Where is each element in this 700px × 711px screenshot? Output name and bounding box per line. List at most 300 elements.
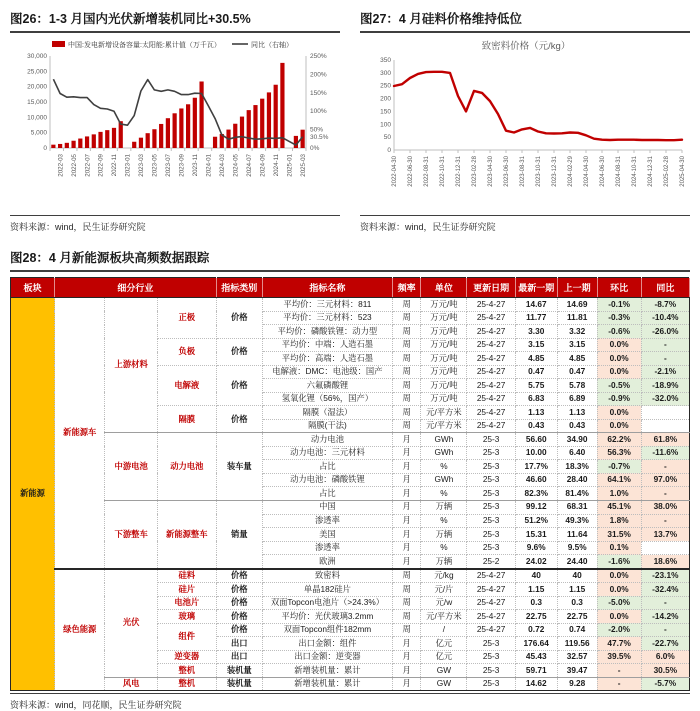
indicator-name-cell: 动力电池：三元材料 [262,446,392,460]
yoy-change-cell: -5.7% [641,677,689,691]
x-axis-tick-label: 2023-10-31 [536,156,543,187]
x-axis-tick-label: 2023-03 [138,154,146,177]
previous-value-cell: 18.3% [557,460,597,474]
mom-change-cell: 0.0% [597,365,641,379]
sub-segment-cell: 动力电池 [157,433,216,501]
pv-installation-chart [10,36,340,208]
table-row [11,569,690,583]
update-date-cell: 25-4-27 [467,298,515,312]
yoy-change-cell [641,419,689,433]
update-date-cell: 25-3 [467,514,515,528]
indicator-name-cell: 致密料 [262,569,392,583]
yoy-change-cell: -26.0% [641,325,689,339]
yoy-change-cell: 18.6% [641,555,689,569]
x-axis-tick-label: 2025-01 [286,154,294,177]
frequency-cell: 月 [392,446,420,460]
update-date-cell: 25-3 [467,637,515,651]
bar [173,113,177,148]
x-axis-tick-label: 2023-02-28 [472,156,479,187]
unit-cell: 亿元 [421,637,467,651]
column-header: 环比 [597,278,641,298]
bar [78,139,82,148]
high-frequency-data-table [10,277,690,691]
mom-change-cell: 0.1% [597,541,641,555]
frequency-cell: 周 [392,623,420,637]
yoy-change-cell: - [641,623,689,637]
sub-segment-cell: 逆变器 [157,650,216,664]
yoy-change-cell: - [641,460,689,474]
sub-segment-cell: 电解液 [157,365,216,406]
unit-cell: 元/w [421,596,467,610]
mom-change-cell: 0.0% [597,406,641,420]
mom-change-cell: -0.1% [597,298,641,312]
y-axis-tick: 100 [380,121,391,129]
indicator-name-cell: 渗透率 [262,541,392,555]
previous-value-cell: 11.64 [557,528,597,542]
previous-value-cell: 9.28 [557,677,597,691]
previous-value-cell: 28.40 [557,473,597,487]
left-axis-tick: 30,000 [27,53,47,60]
latest-value-cell: 6.83 [515,392,557,406]
table-row [11,433,690,447]
mom-change-cell: -0.3% [597,311,641,325]
indicator-name-cell: 氢氧化锂（56%，国产） [262,392,392,406]
unit-cell: 万元/吨 [421,379,467,393]
yoy-change-cell: 61.8% [641,433,689,447]
yoy-change-cell: -18.9% [641,379,689,393]
latest-value-cell: 3.30 [515,325,557,339]
update-date-cell: 25-3 [467,650,515,664]
latest-value-cell: 5.75 [515,379,557,393]
latest-value-cell: 0.47 [515,365,557,379]
column-header: 上一期 [557,278,597,298]
x-axis-tick-label: 2024-05 [232,154,240,177]
yoy-change-cell: - [641,352,689,366]
bar [119,121,123,148]
update-date-cell: 25-4-27 [467,623,515,637]
yoy-change-cell: 13.7% [641,528,689,542]
latest-value-cell: 24.02 [515,555,557,569]
x-axis-tick-label: 2022-03 [57,154,65,177]
unit-cell: 万元/吨 [421,365,467,379]
previous-value-cell: 5.78 [557,379,597,393]
indicator-name-cell: 新增装机量：累计 [262,677,392,691]
bar [132,142,136,148]
update-date-cell: 25-4-27 [467,406,515,420]
latest-value-cell: 45.43 [515,650,557,664]
category-cell: 价格 [216,596,262,610]
sub-segment-cell: 整机 [157,677,216,691]
update-date-cell: 25-4-27 [467,419,515,433]
latest-value-cell: 99.12 [515,500,557,514]
y-axis-tick: 150 [380,108,391,116]
frequency-cell: 周 [392,610,420,624]
column-header: 同比 [641,278,689,298]
unit-cell: 元/平方米 [421,419,467,433]
chart-title: 致密料价格（元/kg） [481,41,571,52]
previous-value-cell: 1.15 [557,583,597,597]
frequency-cell: 周 [392,298,420,312]
yoy-change-cell: - [641,514,689,528]
x-axis-tick-label: 2024-01 [205,154,213,177]
yoy-change-cell: -8.7% [641,298,689,312]
previous-value-cell: 0.3 [557,596,597,610]
yoy-line [53,79,302,145]
figure-26-title: 图26：1-3 月国内光伏新增装机同比+30.5% [10,6,340,33]
yoy-change-cell: - [641,338,689,352]
x-axis-tick-label: 2024-07 [245,153,253,177]
x-axis-tick-label: 2022-07 [84,154,92,177]
x-axis-tick-label: 2022-10-31 [440,156,447,187]
x-axis-tick-label: 2025-02-28 [664,156,671,187]
mom-change-cell: -0.7% [597,460,641,474]
mom-change-cell: 39.5% [597,650,641,664]
latest-value-cell: 0.3 [515,596,557,610]
bar [51,145,55,148]
bar [71,141,75,148]
yoy-change-cell: -32.0% [641,392,689,406]
x-axis-tick-label: 2024-04-30 [584,156,591,187]
x-axis-tick-label: 2023-01 [124,154,132,177]
mom-change-cell: 1.8% [597,514,641,528]
mom-change-cell: -0.9% [597,392,641,406]
y-axis-tick: 350 [380,57,391,64]
latest-value-cell: 40 [515,569,557,583]
unit-cell: % [421,514,467,528]
bar [253,105,257,148]
mom-change-cell: 31.5% [597,528,641,542]
indicator-name-cell: 电解液：DMC：电池级：国产 [262,365,392,379]
price-line [394,72,682,140]
frequency-cell: 周 [392,596,420,610]
x-axis-tick-label: 2023-08-31 [520,156,527,187]
category-cell: 价格 [216,583,262,597]
bar [92,134,96,148]
yoy-change-cell: -10.4% [641,311,689,325]
indicator-name-cell: 隔膜（湿法） [262,406,392,420]
svg-text:中国:发电新增设备容量:太阳能:累计值（万千瓦）: 中国:发电新增设备容量:太阳能:累计值（万千瓦） [68,42,221,49]
frequency-cell: 周 [392,392,420,406]
yoy-change-cell: -14.2% [641,610,689,624]
frequency-cell: 月 [392,460,420,474]
bar [166,118,170,148]
yoy-change-cell: 38.0% [641,500,689,514]
sub-segment-cell: 整机 [157,664,216,678]
latest-value-cell: 14.62 [515,677,557,691]
update-date-cell: 25-3 [467,433,515,447]
yoy-change-cell: -32.4% [641,583,689,597]
update-date-cell: 25-3 [467,541,515,555]
update-date-cell: 25-3 [467,500,515,514]
unit-cell: GW [421,664,467,678]
frequency-cell: 周 [392,419,420,433]
polysilicon-price-chart [360,36,690,208]
latest-value-cell: 14.67 [515,298,557,312]
update-date-cell: 25-3 [467,473,515,487]
frequency-cell: 月 [392,514,420,528]
previous-value-cell: 68.31 [557,500,597,514]
left-axis-tick: 20,000 [27,83,47,91]
y-axis-tick: 250 [380,82,391,90]
indicator-name-cell: 出口金额：逆变器 [262,650,392,664]
legend [52,40,293,49]
bar-series [51,63,304,148]
previous-value-cell: 39.47 [557,664,597,678]
unit-cell: GWh [421,473,467,487]
frequency-cell: 周 [392,583,420,597]
x-axis-tick-label: 2023-09 [178,154,186,177]
bar [179,108,183,148]
frequency-cell: 周 [392,406,420,420]
yoy-change-cell: - [641,596,689,610]
bar [58,144,62,148]
indicator-name-cell: 出口金额：组件 [262,637,392,651]
frequency-cell: 月 [392,555,420,569]
mom-change-cell: - [597,664,641,678]
sub-segment-cell: 新能源整车 [157,500,216,568]
x-axis-tick-label: 2022-05 [70,154,78,177]
previous-value-cell: 81.4% [557,487,597,501]
x-axis-tick-label: 2024-02-29 [568,156,575,187]
figure-27-title: 图27：4 月硅料价格维持低位 [360,6,690,33]
sub-segment-cell: 组件 [157,623,216,650]
previous-value-cell: 40 [557,569,597,583]
mom-change-cell: 56.3% [597,446,641,460]
mom-change-cell: -0.5% [597,379,641,393]
latest-value-cell: 56.60 [515,433,557,447]
update-date-cell: 25-3 [467,528,515,542]
latest-value-cell: 0.43 [515,419,557,433]
column-header: 最新一期 [515,278,557,298]
indicator-name-cell: 渗透率 [262,514,392,528]
sub-segment-cell: 硅片 [157,583,216,597]
unit-cell: 万元/吨 [421,392,467,406]
column-header: 细分行业 [55,278,217,298]
previous-value-cell: 4.85 [557,352,597,366]
frequency-cell: 月 [392,433,420,447]
update-date-cell: 25-4-27 [467,325,515,339]
bar [105,130,109,148]
figure-27-source: 资料来源：wind，民生证券研究院 [360,215,690,233]
frequency-cell: 月 [392,473,420,487]
category-cell: 装机量 [216,677,262,691]
sub-segment-cell: 正极 [157,298,216,339]
latest-value-cell: 59.71 [515,664,557,678]
unit-cell: GWh [421,446,467,460]
column-header: 板块 [11,278,55,298]
unit-cell: 元/片 [421,583,467,597]
left-axis-tick: 25,000 [27,68,47,76]
previous-value-cell: 0.43 [557,419,597,433]
previous-value-cell: 3.32 [557,325,597,339]
figure-28-source: 资料来源：wind，同花顺，民生证券研究院 [10,693,690,711]
x-axis-tick-label: 2024-06-30 [600,156,607,187]
industry-cell: 新能源车 [55,298,105,569]
y-axis-tick: 200 [380,95,391,103]
x-axis-tick-label: 2023-07 [165,154,173,177]
mom-change-cell: 0.0% [597,610,641,624]
latest-value-cell: 10.00 [515,446,557,460]
yoy-change-cell [641,406,689,420]
frequency-cell: 月 [392,541,420,555]
mom-change-cell: - [597,677,641,691]
unit-cell: % [421,541,467,555]
bar [112,128,116,148]
unit-cell: 万辆 [421,555,467,569]
legend-bar-swatch [52,41,65,47]
figure-27 [360,6,690,233]
category-cell: 价格 [216,623,262,637]
latest-value-cell: 1.13 [515,406,557,420]
bar [98,132,102,148]
frequency-cell: 周 [392,338,420,352]
indicator-name-cell: 欧洲 [262,555,392,569]
unit-cell: 元/kg [421,569,467,583]
previous-value-cell: 11.81 [557,311,597,325]
indicator-name-cell: 动力电池：磷酸铁锂 [262,473,392,487]
frequency-cell: 周 [392,365,420,379]
yoy-change-cell: - [641,487,689,501]
mom-change-cell: 62.2% [597,433,641,447]
left-axis-tick: 15,000 [27,99,47,106]
x-axis-tick-label: 2023-05 [151,154,159,177]
right-axis-tick: 0% [310,145,320,152]
latest-value-cell: 22.75 [515,610,557,624]
unit-cell: GWh [421,433,467,447]
left-axis-tick: 5,000 [30,129,47,137]
update-date-cell: 25-4-27 [467,379,515,393]
unit-cell: 万元/吨 [421,311,467,325]
yoy-change-cell: 30.5% [641,664,689,678]
segment-cell: 上游材料 [105,298,157,433]
indicator-name-cell: 占比 [262,460,392,474]
column-header: 指标类别 [216,278,262,298]
column-header: 指标名称 [262,278,392,298]
indicator-name-cell: 双面Topcon电池片（>24.3%） [262,596,392,610]
yoy-change-cell: -23.1% [641,569,689,583]
mom-change-cell: 64.1% [597,473,641,487]
x-axis-labels [392,150,686,187]
unit-cell: 万元/吨 [421,352,467,366]
previous-value-cell: 1.13 [557,406,597,420]
indicator-name-cell: 双面Topcon组件182mm [262,623,392,637]
segment-cell: 风电 [105,677,157,691]
update-date-cell: 25-3 [467,677,515,691]
bar [240,117,244,148]
segment-cell: 下游整车 [105,500,157,568]
unit-cell: % [421,460,467,474]
figure-26-source: 资料来源：wind，民生证券研究院 [10,215,340,233]
x-axis-tick-label: 2023-06-30 [504,156,511,187]
yoy-change-cell [641,541,689,555]
category-cell: 装车量 [216,433,262,501]
update-date-cell: 25-2 [467,555,515,569]
bar [152,129,156,148]
indicator-name-cell: 单晶182硅片 [262,583,392,597]
sub-segment-cell: 玻璃 [157,610,216,624]
latest-value-cell: 15.31 [515,528,557,542]
y-axis-tick: 0 [387,147,391,154]
update-date-cell: 25-4-27 [467,338,515,352]
right-axis-tick: 250% [310,53,327,60]
top-figures-row [0,0,700,233]
category-cell: 销量 [216,500,262,568]
sub-segment-cell: 电池片 [157,596,216,610]
category-cell: 价格 [216,338,262,365]
previous-value-cell: 119.56 [557,637,597,651]
indicator-name-cell: 新增装机量：累计 [262,664,392,678]
mom-change-cell: 0.0% [597,583,641,597]
previous-value-cell: 9.5% [557,541,597,555]
update-date-cell: 25-4-27 [467,311,515,325]
category-cell: 出口 [216,637,262,651]
category-cell: 出口 [216,650,262,664]
x-axis-tick-label: 2024-08-31 [616,156,623,187]
figure-28-title: 图28：4 月新能源板块高频数据跟踪 [10,245,690,272]
x-axis-tick-label: 2022-06-30 [408,156,415,187]
x-axis-tick-label: 2024-12-31 [648,156,655,187]
latest-value-cell: 82.3% [515,487,557,501]
mom-change-cell: -5.0% [597,596,641,610]
category-cell: 装机量 [216,664,262,678]
bar [186,104,190,148]
category-cell: 价格 [216,406,262,433]
yoy-change-cell: -11.6% [641,446,689,460]
mom-change-cell: 45.1% [597,500,641,514]
table-row [11,298,690,312]
x-axis-tick-label: 2025-04-30 [680,156,687,187]
frequency-cell: 月 [392,500,420,514]
mom-change-cell: 1.0% [597,487,641,501]
column-header: 更新日期 [467,278,515,298]
unit-cell: 万元/吨 [421,338,467,352]
yoy-change-cell: 97.0% [641,473,689,487]
figure-26 [10,6,340,233]
right-axis-tick: 150% [310,89,327,97]
unit-cell: % [421,487,467,501]
latest-value-cell: 176.64 [515,637,557,651]
bar [65,143,69,148]
column-header: 单位 [421,278,467,298]
frequency-cell: 月 [392,487,420,501]
frequency-cell: 月 [392,664,420,678]
x-axis-tick-label: 2024-09 [259,154,267,177]
update-date-cell: 25-3 [467,487,515,501]
previous-value-cell: 6.40 [557,446,597,460]
x-axis-tick-label: 2022-09 [97,154,105,177]
bar [146,133,150,148]
indicator-name-cell: 六氟磷酸锂 [262,379,392,393]
previous-value-cell: 49.3% [557,514,597,528]
indicator-name-cell: 平均价：磷酸铁锂：动力型 [262,325,392,339]
latest-value-cell: 0.72 [515,623,557,637]
previous-value-cell: 0.47 [557,365,597,379]
category-cell: 价格 [216,298,262,339]
indicator-name-cell: 占比 [262,487,392,501]
mom-change-cell: 0.0% [597,419,641,433]
left-axis-tick: 10,000 [27,114,47,122]
bar [213,137,217,148]
frequency-cell: 月 [392,528,420,542]
figure-28 [0,233,700,711]
mom-change-cell: 0.0% [597,338,641,352]
x-axis-tick-label: 2024-10-31 [632,156,639,187]
x-axis-tick-label: 2022-04-30 [392,156,399,187]
x-axis-tick-label: 2023-12-31 [552,156,559,187]
previous-value-cell: 14.69 [557,298,597,312]
indicator-name-cell: 隔膜(干法) [262,419,392,433]
x-axis-tick-label: 2022-08-31 [424,156,431,187]
